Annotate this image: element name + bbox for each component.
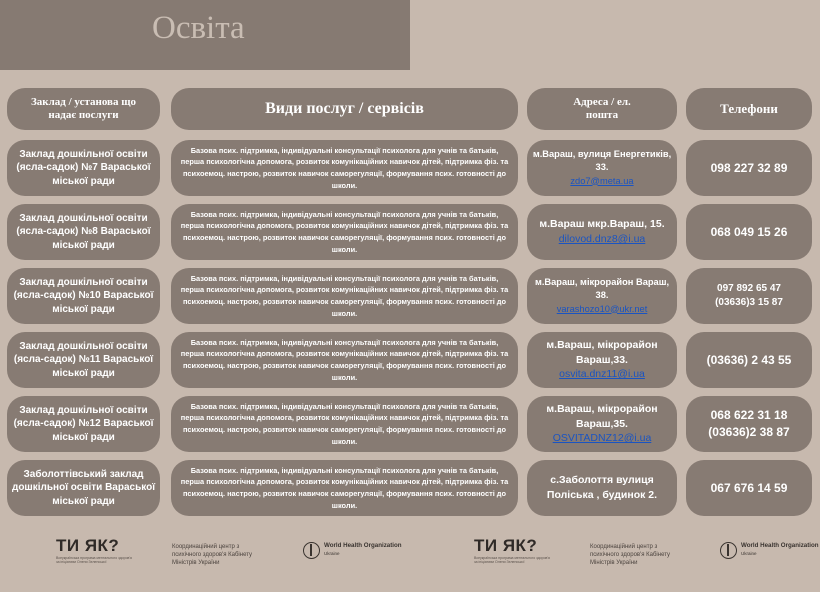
header-institution: Заклад / установа що надає послуги [7, 88, 160, 130]
table-row-name: Заклад дошкільної освіти (ясла-садок) №10 Вараської міської ради [7, 268, 160, 324]
table-row-name: Заклад дошкільної освіти (ясла-садок) №8 Вараської міської ради [7, 204, 160, 260]
title-banner [0, 0, 410, 70]
coordination-center-logo: Координаційний центр з психічного здоров'я Кабінету Міністрів України [172, 544, 253, 566]
email-link[interactable]: varashozo10@ukr.net [556, 303, 648, 314]
table-row-phones: 068 049 15 26 [686, 204, 812, 260]
table-row-name: Заклад дошкільної освіти (ясла-садок) №11 Вараської міської ради [7, 332, 160, 388]
who-logo: World Health Organization Ukraine [720, 542, 819, 582]
email-link[interactable]: osvita.dnz11@i.ua [559, 368, 645, 381]
tiyak-logo: ТИ ЯК? Всеукраїнська програма ментального здоров'я за ініціативи Олени Зеленської [56, 536, 132, 565]
table-row-phones: 068 622 31 18 (03636)2 38 87 [686, 396, 812, 452]
table-row-phones: 098 227 32 89 [686, 140, 812, 196]
email-link[interactable]: dilovod.dnz8@i.ua [558, 233, 646, 245]
email-link[interactable]: OSVITADNZ12@i.ua [552, 432, 652, 445]
table-row-phones: (03636) 2 43 55 [686, 332, 812, 388]
table-row-phones: 067 676 14 59 [686, 460, 812, 516]
header-phones: Телефони [686, 88, 812, 130]
table-row-phones: 097 892 65 47 (03636)3 15 87 [686, 268, 812, 324]
table-row-services: Базова псих. підтримка, індивідуальні консультації психолога для учнів та батьків, перша психологічна допомога, розвиток комунікаційних навичок дітей, підтримка фіз. та психоемоц. настрою, розвиток навичок саморегуляції, формування псих. готовності до школи. [171, 460, 518, 516]
table-row-services: Базова псих. підтримка, індивідуальні консультації психолога для учнів та батьків, перша психологічна допомога, розвиток комунікаційних навичок дітей, підтримка фіз. та психоемоц. настрою, розвиток навичок саморегуляції, формування псих. готовності до школи. [171, 204, 518, 260]
coordination-center-logo: Координаційний центр з психічного здоров'я Кабінету Міністрів України [590, 544, 671, 566]
tiyak-logo: ТИ ЯК? Всеукраїнська програма ментального здоров'я за ініціативи Олени Зеленської [474, 536, 550, 565]
table-row-address: м.Вараш, мікрорайон Вараш,35. OSVITADNZ12@i.ua [527, 396, 677, 452]
who-emblem-icon [303, 542, 320, 559]
table-row-address: м.Вараш, мікрорайон Вараш,33. osvita.dnz11@i.ua [527, 332, 677, 388]
header-address: Адреса / ел. пошта [527, 88, 677, 130]
table-row-services: Базова псих. підтримка, індивідуальні консультації психолога для учнів та батьків, перша психологічна допомога, розвиток комунікаційних навичок дітей, підтримка фіз. та психоемоц. настрою, розвиток навичок саморегуляції, формування псих. готовності до школи. [171, 332, 518, 388]
table-row-address: м.Вараш, мікрорайон Вараш, 38. varashozo10@ukr.net [527, 268, 677, 324]
table-row-address: с.Заболоття вулиця Поліська , будинок 2. [527, 460, 677, 516]
table-row-name: Заболоттівський заклад дошкільної освіти Вараської міської ради [7, 460, 160, 516]
table-row-services: Базова псих. підтримка, індивідуальні консультації психолога для учнів та батьків, перша психологічна допомога, розвиток комунікаційних навичок дітей, підтримка фіз. та психоемоц. настрою, розвиток навичок саморегуляції, формування псих. готовності до школи. [171, 268, 518, 324]
table-row-address: м.Вараш, вулиця Енергетиків, 33. zdo7@meta.ua [527, 140, 677, 196]
header-services: Види послуг / сервісів [171, 88, 518, 130]
table-row-services: Базова псих. підтримка, індивідуальні консультації психолога для учнів та батьків, перша психологічна допомога, розвиток комунікаційних навичок дітей, підтримка фіз. та психоемоц. настрою, розвиток навичок саморегуляції, формування псих. готовності до школи. [171, 140, 518, 196]
table-row-name: Заклад дошкільної освіти (ясла-садок) №7 Вараської міської ради [7, 140, 160, 196]
table-row-services: Базова псих. підтримка, індивідуальні консультації психолога для учнів та батьків, перша психологічна допомога, розвиток комунікаційних навичок дітей, підтримка фіз. та психоемоц. настрою, розвиток навичок саморегуляції, формування псих. готовності до школи. [171, 396, 518, 452]
who-logo: World Health Organization Ukraine [303, 542, 402, 582]
table-row-address: м.Вараш мкр.Вараш, 15. dilovod.dnz8@i.ua [527, 204, 677, 260]
page-title: Освіта [152, 10, 245, 46]
email-link[interactable]: zdo7@meta.ua [570, 175, 634, 186]
table-row-name: Заклад дошкільної освіти (ясла-садок) №12 Вараської міської ради [7, 396, 160, 452]
who-emblem-icon [720, 542, 737, 559]
